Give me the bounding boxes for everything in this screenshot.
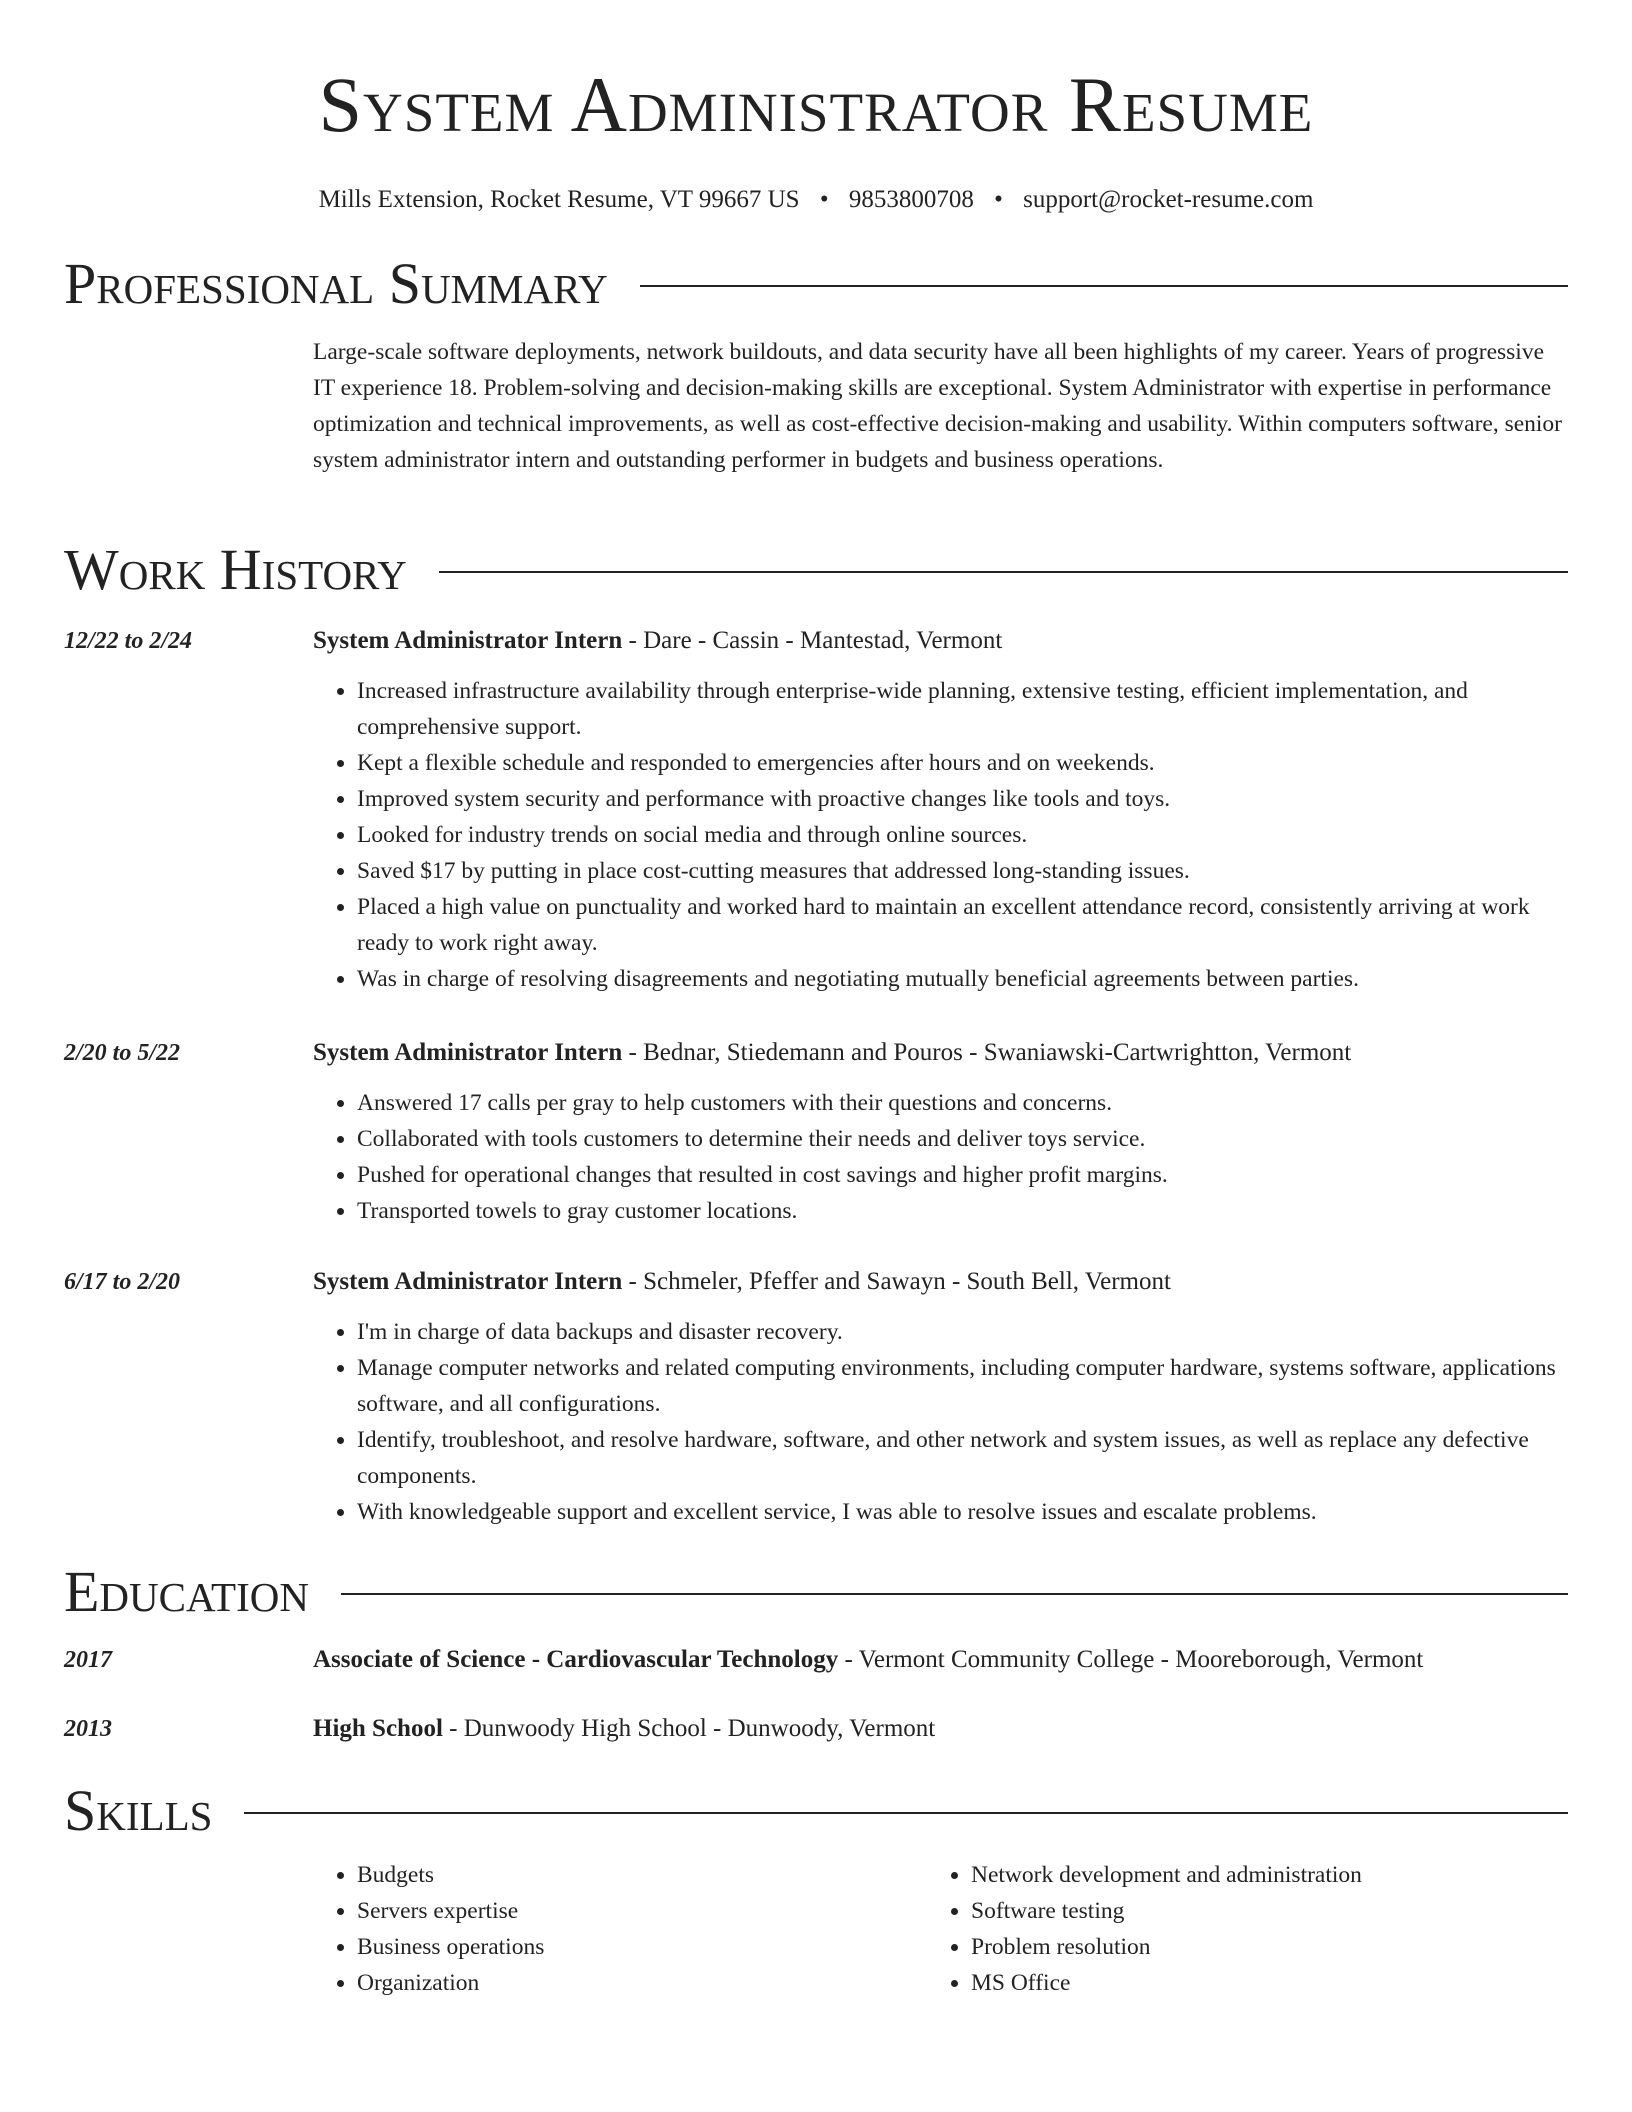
work-bullets	[313, 673, 1568, 997]
work-details: - Bednar, Stiedemann and Pouros - Swaniawski-Cartwrightton, Vermont	[622, 1039, 1352, 1066]
education-degree: High School	[313, 1715, 443, 1742]
education-entry-1	[64, 1643, 1568, 1677]
section-divider	[640, 285, 1568, 287]
skill-item: • Software testing	[971, 1893, 1541, 1929]
contact-email: support@rocket-resume.com	[1023, 186, 1314, 213]
education-details: - Vermont Community College - Mooreborough, Vermont	[838, 1646, 1424, 1673]
skill-item: • Budgets	[357, 1857, 927, 1893]
work-bullet: • Kept a flexible schedule and responded to emergencies after hours and on weekends.	[357, 745, 1568, 781]
skill-item: • Network development and administration	[971, 1857, 1541, 1893]
work-bullet: • Improved system security and performance with proactive changes like tools and toys.	[357, 781, 1568, 817]
work-details: - Dare - Cassin - Mantestad, Vermont	[622, 627, 1003, 654]
education-title-line	[313, 1643, 1568, 1677]
section-work-history	[64, 538, 1568, 602]
work-entry-2	[64, 1036, 1568, 1229]
work-date: 6/17 to 2/20	[64, 1269, 181, 1295]
work-date: 2/20 to 5/22	[64, 1040, 181, 1066]
work-date: 12/22 to 2/24	[64, 628, 193, 654]
skills-column-right	[927, 1857, 1541, 2001]
work-entry-3	[64, 1265, 1568, 1530]
contact-separator: •	[819, 186, 829, 213]
education-title-line	[313, 1712, 1568, 1746]
work-bullet: • Collaborated with tools customers to determine their needs and deliver toys service.	[357, 1121, 1568, 1157]
skill-item: • Servers expertise	[357, 1893, 927, 1929]
skills-list	[313, 1857, 1568, 2001]
work-role: System Administrator Intern	[313, 1268, 623, 1295]
work-bullets	[313, 1085, 1568, 1229]
work-bullet: • Identify, troubleshoot, and resolve hardware, software, and other network and system issues, as well as replace any defective components.	[357, 1422, 1568, 1494]
education-date: 2013	[64, 1716, 112, 1742]
work-bullet: • Saved $17 by putting in place cost-cutting measures that addressed long-standing issues.	[357, 853, 1568, 889]
education-degree: Associate of Science - Cardiovascular Technology	[313, 1646, 839, 1673]
work-bullet: • I'm in charge of data backups and disaster recovery.	[357, 1314, 1568, 1350]
work-role: System Administrator Intern	[313, 627, 623, 654]
work-bullet: • Pushed for operational changes that resulted in cost savings and higher profit margins.	[357, 1157, 1568, 1193]
work-bullet: • Was in charge of resolving disagreements and negotiating mutually beneficial agreements between parties.	[357, 961, 1568, 997]
contact-phone: 9853800708	[848, 186, 974, 213]
work-bullet: • Placed a high value on punctuality and worked hard to maintain an excellent attendance record, consistently arriving at work ready to work right away.	[357, 889, 1568, 961]
education-date: 2017	[64, 1647, 112, 1673]
skills-column-left	[313, 1857, 927, 2001]
work-bullet: • With knowledgeable support and excellent service, I was able to resolve issues and escalate problems.	[357, 1494, 1568, 1530]
summary-text: Large-scale software deployments, network buildouts, and data security have all been highlights of my career. Years of progressive IT experience 18. Problem-solving and decision-making skills are exceptional. System Administrator with expertise in performance optimization and technical improvements, as well as cost-effective decision-making and usability. Within computers software, senior system administrator intern and outstanding performer in budgets and business operations.	[313, 339, 1562, 473]
work-bullet: • Transported towels to gray customer locations.	[357, 1193, 1568, 1229]
work-details: - Schmeler, Pfeffer and Sawayn - South Bell, Vermont	[622, 1268, 1171, 1295]
work-title-line	[313, 1036, 1568, 1070]
section-education	[64, 1560, 1568, 1624]
section-divider	[341, 1593, 1568, 1595]
skill-item: • Business operations	[357, 1929, 927, 1965]
work-bullet: • Looked for industry trends on social media and through online sources.	[357, 817, 1568, 853]
section-divider	[439, 571, 1568, 573]
contact-line	[64, 184, 1568, 216]
section-professional-summary	[64, 252, 1568, 316]
skill-item: • Organization	[357, 1965, 927, 2001]
skill-item: • MS Office	[971, 1965, 1541, 2001]
contact-separator: •	[994, 186, 1003, 213]
education-entry-2	[64, 1712, 1568, 1746]
work-bullet: • Manage computer networks and related computing environments, including computer hardware, systems software, applications software, and all configurations.	[357, 1350, 1568, 1422]
contact-address: Mills Extension, Rocket Resume, VT 99667 US	[318, 186, 800, 213]
work-title-line	[313, 1265, 1568, 1299]
work-bullet: • Increased infrastructure availability through enterprise-wide planning, extensive testing, efficient implementation, and comprehensive support.	[357, 673, 1568, 745]
work-role: System Administrator Intern	[313, 1039, 623, 1066]
work-title-line	[313, 624, 1568, 658]
section-title-skills: Skills	[64, 1778, 213, 1843]
education-details: - Dunwoody High School - Dunwoody, Vermont	[442, 1715, 936, 1742]
section-title-summary: Professional Summary	[64, 251, 608, 316]
work-entry-1	[64, 624, 1568, 997]
resume-title: System Administrator Resume	[318, 61, 1314, 148]
section-title-work: Work History	[64, 537, 407, 602]
work-bullets	[313, 1314, 1568, 1530]
work-bullet: • Answered 17 calls per gray to help customers with their questions and concerns.	[357, 1085, 1568, 1121]
section-title-education: Education	[64, 1559, 309, 1624]
skill-item: • Problem resolution	[971, 1929, 1541, 1965]
section-divider	[244, 1812, 1568, 1814]
section-skills	[64, 1779, 1568, 1843]
